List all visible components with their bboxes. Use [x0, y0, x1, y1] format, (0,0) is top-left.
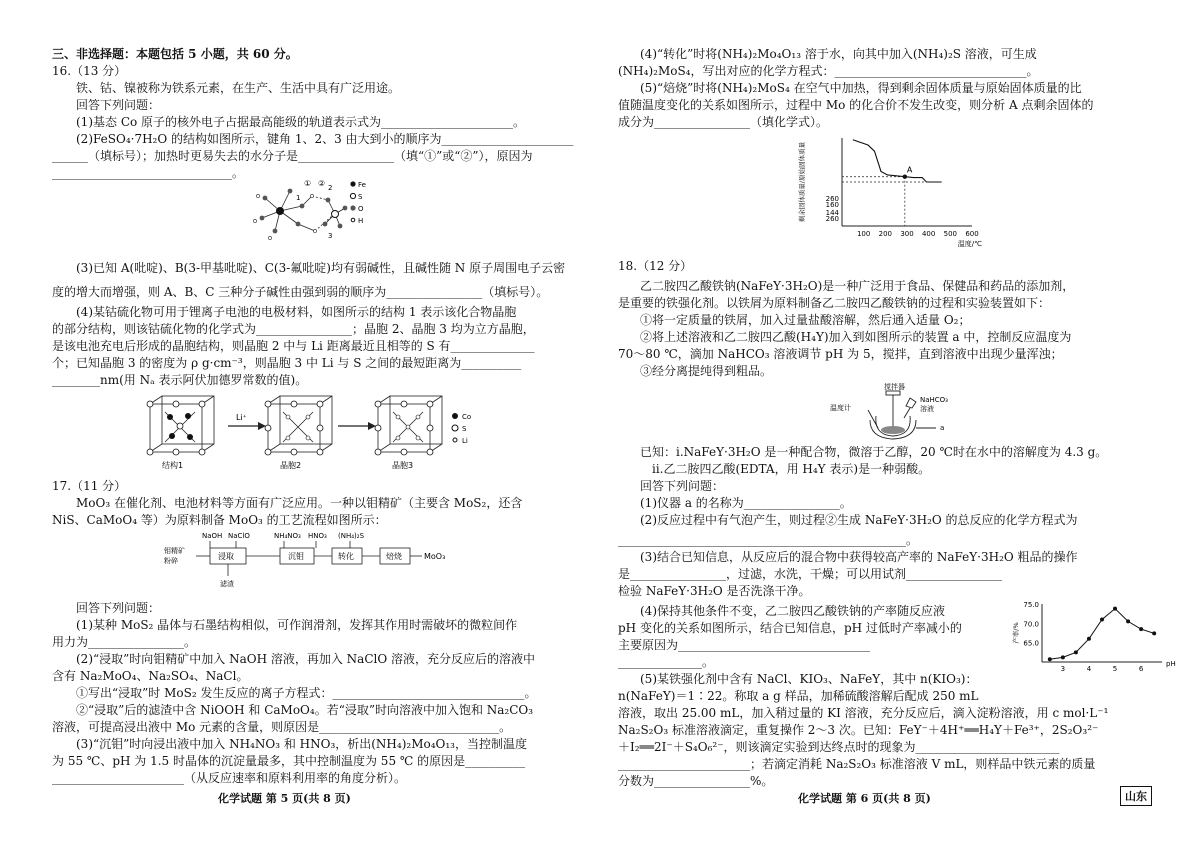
text-line: (2)FeSO₄·7H₂O 的结构如图所示，键角 1、2、3 由大到小的顺序为______________________	[76, 132, 574, 146]
reagent-naoh: NaOH	[202, 532, 223, 540]
right-page	[600, 0, 1200, 849]
text-line: n(NaFeY)＝1∶22。称取 a g 样品，加稀硫酸溶解后配成 250 mL	[618, 689, 979, 703]
text-line: ______________________________。	[52, 166, 245, 180]
label-vessel-a: a	[940, 424, 945, 432]
text-line: (3)结合已知信息，从反应后的混合物中获得较高产率的 NaFeY·3H₂O 粗品的操作	[640, 550, 1078, 564]
question-17-header: 17.（11 分）	[52, 479, 127, 493]
angle-label-1: 1	[296, 194, 301, 202]
reagent-naclo: NaClO	[228, 532, 250, 540]
y-tick-label: 144	[825, 209, 839, 217]
x-axis-label: 温度/℃	[957, 240, 982, 248]
tg-chart	[796, 130, 986, 250]
x-tick-label: 600	[965, 230, 979, 238]
x-tick-label: 300	[900, 230, 914, 238]
text-line: (5)某铁强化剂中含有 NaCl、KIO₃、NaFeY，其中 n(KIO₃)：	[640, 672, 978, 686]
y-axis-label: 产率/%	[1012, 622, 1020, 644]
legend-fe: Fe	[358, 181, 366, 189]
text-line: ______（填标号）；加热时更易失去的水分子是________________（填“①”或“②”），原因为	[52, 149, 533, 163]
x-axis-label: pH	[1166, 660, 1176, 668]
point-a-label: A	[906, 165, 913, 175]
y-tick-label: 70.0	[1023, 620, 1039, 629]
x-tick-label: 4	[1086, 665, 1092, 673]
text-line: (4)“转化”时将(NH₄)₂Mo₄O₁₃ 溶于水，向其中加入(NH₄)₂S 溶液，可生成	[640, 47, 1037, 61]
text-line: (3)已知 A(吡啶)、B(3-甲基吡啶)、C(3-氟吡啶)均有弱碱性，且碱性随 N 原子周围电子云密	[76, 261, 566, 275]
process-flow-figure	[160, 530, 460, 592]
page-footer: 化学试题 第 5 页(共 8 页)	[218, 792, 351, 805]
step-conversion: 转化	[338, 552, 354, 561]
step-precipitation: 沉钼	[288, 552, 304, 561]
apparatus-figure	[828, 380, 958, 440]
step-roasting: 焙烧	[386, 552, 402, 561]
text-line: 分数为________________%。	[618, 774, 774, 788]
text-line: (1)某种 MoS₂ 晶体与石墨结构相似，可作润滑剂，发挥其作用时需破坏的微粒间作	[76, 618, 518, 632]
residue-label: 滤渣	[220, 580, 234, 588]
label-thermometer: 温度计	[830, 404, 851, 412]
text-line: (4)保持其他条件不变，乙二胺四乙酸铁钠的产率随反应液	[640, 604, 946, 618]
point-a	[903, 175, 907, 179]
text-line: ______________________（从反应速率和原料利用率的角度分析）。	[52, 771, 407, 785]
page-footer: 化学试题 第 6 页(共 8 页)	[798, 792, 931, 805]
legend-s2: S	[462, 425, 467, 433]
text-line: ①写出“浸取”时 MoS₂ 发生反应的离子方程式：________________________________。	[76, 686, 537, 700]
text-line: ①将一定质量的铁屑，加入过量盐酸溶解，然后通入适量 O₂；	[640, 313, 971, 327]
data-point	[1152, 631, 1156, 635]
text-line: (NH₄)₂MoS₄，写出对应的化学方程式：________________________________。	[618, 64, 1039, 78]
text-line: ______________________；若滴定消耗 Na₂S₂O₃ 标准溶液 V mL，则样品中铁元素的质量	[618, 757, 1096, 771]
series-line	[853, 140, 942, 182]
text-line: 个；已知晶胞 3 的密度为 ρ g·cm⁻³，则晶胞 3 中 Li 与 S 之间的最短距离为__________	[52, 356, 522, 370]
text-line: 已知：ⅰ.NaFeY·3H₂O 是一种配合物，微溶于乙醇，20 ℃时在水中的溶解度为 4.3 g。	[640, 445, 1108, 459]
y-axis-label: 剩余固体质量/原始固体质量	[798, 141, 806, 223]
caption-cell-3: 晶胞3	[392, 461, 414, 470]
li-ion-label: Li⁺	[236, 413, 247, 422]
text-line: ③经分离提纯得到粗品。	[640, 364, 773, 378]
legend-li: Li	[462, 437, 468, 445]
bond-label-2: ②	[318, 179, 326, 188]
question-18-header: 18.（12 分）	[618, 259, 693, 273]
data-point	[1100, 617, 1104, 621]
y-tick-label: 65.0	[1023, 639, 1039, 648]
text-line: 为 55 ℃、pH 为 1.5 时晶体的沉淀量最多，其中控制温度为 55 ℃ 的原因是__________	[52, 754, 526, 768]
legend-h: H	[358, 217, 364, 225]
text-line: (1)基态 Co 原子的核外电子占据最高能级的轨道表示式为______________________。	[76, 115, 526, 129]
x-tick-label: 3	[1060, 665, 1066, 673]
text-line: (2)反应过程中有气泡产生，则过程②生成 NaFeY·3H₂O 的总反应的化学方程式为	[640, 513, 1078, 527]
text-line: 溶液，取出 25.00 mL，加入稍过量的 KI 溶液，充分反应后，滴入淀粉溶液，用 c mol·L⁻¹	[618, 706, 1109, 720]
y-tick-label: 160	[825, 201, 839, 209]
text-line: ②将上述溶液和乙二胺四乙酸(H₄Y)加入到如图所示的装置 a 中，控制反应温度为	[640, 330, 1072, 344]
data-point	[1126, 619, 1130, 623]
x-tick-label: 200	[878, 230, 893, 238]
y-tick-label: 75.0	[1023, 601, 1039, 609]
text-line: Na₂S₂O₃ 标准溶液滴定，重复操作 2～3 次。已知：FeY⁻＋4H⁺══H₄Y＋Fe³⁺，2S₂O₃²⁻	[618, 723, 1099, 737]
text-line: 乙二胺四乙酸铁钠(NaFeY·3H₂O)是一种广泛用于食品、保健品和药品的添加剂，	[640, 279, 1075, 293]
text-line: 度的增大而增强，则 A、B、C 三种分子碱性由强到弱的顺序为________________（填标号）。	[52, 285, 549, 299]
reagent-nh4no3: NH₄NO₃	[274, 532, 301, 540]
label-solution: 溶液	[920, 405, 934, 413]
data-point	[1061, 655, 1065, 659]
text-line: (1)仪器 a 的名称为________________。	[640, 496, 852, 510]
data-point	[1074, 650, 1078, 654]
text-line: (3)“沉钼”时向浸出液中加入 NH₄NO₃ 和 HNO₃，析出(NH₄)₂Mo₄O₁₃，当控制温度	[76, 737, 527, 751]
text-line: NiS、CaMoO₄ 等）为原料制备 MoO₃ 的工艺流程如图所示：	[52, 513, 387, 527]
step-leaching: 浸取	[218, 552, 234, 561]
text-line: ＋I₂══2I⁻＋S₄O₆²⁻，则该滴定实验到达终点时的现象为________________________	[618, 740, 1060, 754]
data-point	[1113, 607, 1117, 611]
text-line: ________nm(用 Nₐ 表示阿伏加德罗常数的值)。	[52, 373, 308, 387]
text-line: 溶液，可提高浸出液中 Mo 元素的含量，则原因是______________________________。	[52, 720, 512, 734]
legend-o: O	[358, 205, 364, 213]
text-line: 是________________，过滤，水洗，干燥；可以用试剂________________	[618, 567, 1003, 581]
text-line: 铁、钴、镍被称为铁系元素，在生产、生活中具有广泛用途。	[76, 81, 401, 95]
text-line: 是该电池充电后形成的晶胞结构，则晶胞 2 中与 Li 距离最近且相等的 S 有______________	[52, 339, 535, 353]
ph-yield-chart	[1012, 596, 1176, 680]
caption-cell-2: 晶胞2	[280, 461, 302, 470]
text-line: (2)“浸取”时向钼精矿中加入 NaOH 溶液，再加入 NaClO 溶液，充分反应后的溶液中	[76, 652, 535, 666]
fe-structure-figure	[240, 176, 370, 250]
text-line: 主要原因为________________________________	[618, 638, 871, 652]
text-line: MoO₃ 在催化剂、电池材料等方面有广泛应用。一种以钼精矿（主要含 MoS₂，还含	[76, 496, 523, 510]
text-line: 回答下列问题：	[76, 601, 161, 615]
text-line: (5)“焙烧”时将(NH₄)₂MoS₄ 在空气中加热，得到剩余固体质量与原始固体质量的比	[640, 81, 1082, 95]
x-tick-label: 500	[943, 230, 958, 238]
angle-label-3: 3	[328, 232, 333, 240]
label-nahco3: NaHCO₃	[920, 396, 948, 404]
text-line: ⅱ.乙二胺四乙酸(EDTA，用 H₄Y 表示)是一种弱酸。	[652, 462, 931, 476]
bond-label-1: ①	[304, 179, 312, 188]
text-line: 含有 Na₂MoO₄、Na₂SO₄、NaCl。	[52, 669, 249, 683]
text-line: ________________________________________________。	[618, 533, 919, 547]
angle-label-2: 2	[328, 184, 333, 192]
y-tick-label: 260	[825, 195, 839, 203]
x-tick-label: 6	[1138, 665, 1144, 673]
text-line: 回答下列问题：	[640, 479, 725, 493]
text-line: ②“浸取”后的滤渣中含 NiOOH 和 CaMoO₄。若“浸取”时向溶液中加入饱和 Na₂CO₃	[76, 703, 534, 717]
text-line: 70～80 ℃，滴加 NaHCO₃ 溶液调节 pH 为 5，搅拌，直到溶液中出现少量浑浊；	[618, 347, 1063, 361]
region-badge: 山东	[1120, 786, 1152, 806]
data-point	[1048, 657, 1052, 661]
section-heading: 三、非选择题：本题包括 5 小题，共 60 分。	[52, 47, 298, 61]
data-point	[1087, 637, 1091, 641]
text-line: pH 变化的关系如图所示，结合已知信息，pH 过低时产率减小的	[618, 621, 962, 635]
x-tick-label: 5	[1112, 665, 1118, 673]
text-line: 是重要的铁强化剂。以铁屑为原料制备乙二胺四乙酸铁钠的过程和实验装置如下：	[618, 296, 1051, 310]
text-line: 用力为________________。	[52, 635, 197, 649]
text-line: 成分为________________（填化学式）。	[618, 115, 829, 129]
series-line	[1050, 609, 1154, 660]
product-label: MoO₃	[424, 552, 446, 561]
text-line: 回答下列问题：	[76, 98, 161, 112]
text-line: 检验 NaFeY·3H₂O 是否洗涤干净。	[618, 584, 811, 598]
legend-s: S	[358, 193, 363, 201]
x-tick-label: 100	[856, 230, 871, 238]
y-tick-label: 260	[825, 215, 839, 223]
caption-structure-1: 结构1	[162, 461, 184, 470]
text-line: 值随温度变化的关系如图所示，过程中 Mo 的化合价不发生改变，则分析 A 点剩余固体的	[618, 98, 1094, 112]
start-line-2: 粉碎	[164, 557, 178, 565]
data-point	[1139, 627, 1143, 631]
crystal-figure	[140, 392, 480, 472]
start-line-1: 钼精矿	[164, 547, 185, 555]
text-line: 的部分结构，则该钴硫化物的化学式为________________；晶胞 2、晶胞 3 均为立方晶胞，	[52, 322, 535, 336]
reagent-nh4-2s: (NH₄)₂S	[338, 532, 365, 540]
text-line: ______________。	[618, 655, 715, 669]
legend-co: Co	[462, 413, 472, 421]
question-16-header: 16.（13 分）	[52, 64, 127, 78]
reagent-hno3: HNO₃	[308, 532, 327, 540]
text-line: (4)某钴硫化物可用于锂离子电池的电极材料，如图所示的结构 1 表示该化合物晶胞	[76, 305, 517, 319]
x-tick-label: 400	[921, 230, 936, 238]
label-stirrer: 搅拌器	[884, 383, 905, 391]
